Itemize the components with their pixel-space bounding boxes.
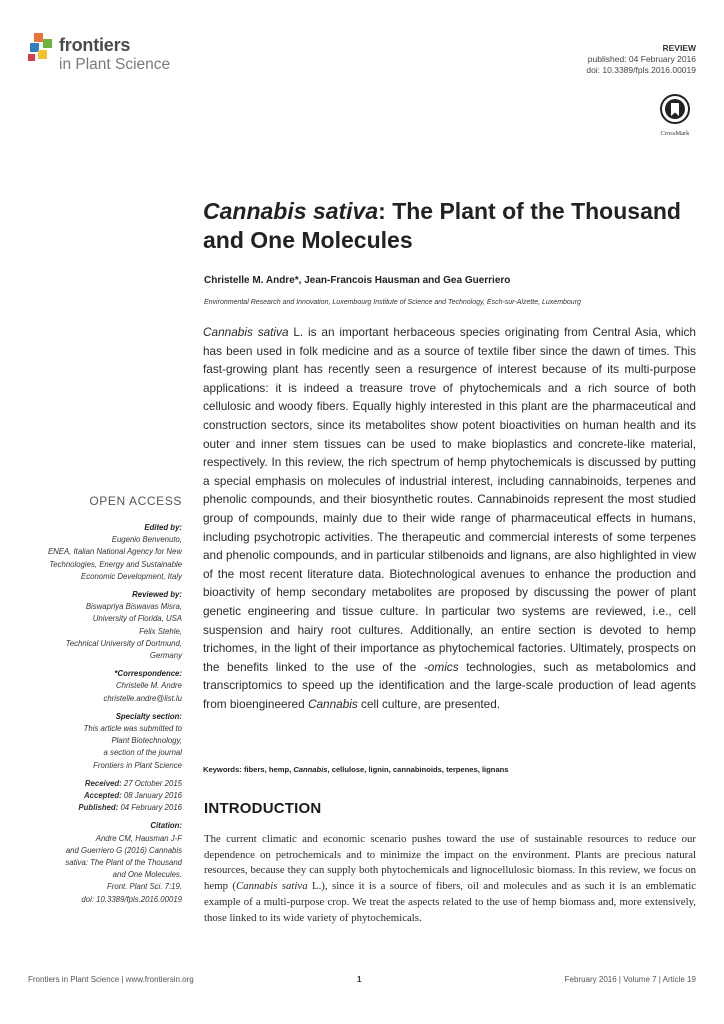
article-info-sidebar — [20, 522, 182, 912]
intro-species: Cannabis sativa — [236, 880, 308, 893]
abstract-omics: -omics — [423, 659, 459, 674]
journal-logo — [28, 33, 228, 81]
citation-doi[interactable]: doi: 10.3389/fpls.2016.00019 — [81, 894, 182, 904]
author-list: Christelle M. Andre*, Jean-Francois Hausman and Gea Guerriero — [204, 275, 511, 286]
editor-line: Technologies, Energy and Sustainable — [49, 559, 182, 569]
crossmark-badge[interactable] — [655, 94, 695, 137]
reviewer-line: Felix Stehle, — [139, 626, 182, 636]
correspondence-label: *Correspondence: — [114, 669, 182, 679]
accepted-date: 08 January 2016 — [121, 791, 182, 801]
introduction-body — [204, 832, 696, 926]
reviewer-line: University of Florida, USA — [92, 614, 182, 624]
journal-name-subtitle: in Plant Science — [59, 56, 171, 73]
keywords-genus: Cannabis — [293, 765, 328, 774]
correspondence-name: Christelle M. Andre — [115, 681, 182, 691]
title-rest: : The Plant of the Thousand and One Molecules — [203, 198, 681, 253]
abstract-genus: Cannabis — [307, 696, 358, 711]
citation-line: sativa: The Plant of the Thousand — [65, 858, 182, 868]
logo-square-orange — [34, 33, 43, 42]
logo-square-blue — [30, 43, 39, 52]
specialty-line: a section of the journal — [103, 748, 182, 758]
frontiers-logo-icon — [28, 33, 56, 63]
intro-text-2: L.), since it is a source of fibers, oil and molecules and as such it is an emblematic example of a multi-purpose crop. We treat the aspects related to the use of hemp biomass and, more extensively, those linked to its wide variety of phytochemicals. — [204, 880, 696, 924]
published-label: Published: — [78, 803, 119, 813]
abstract-paragraph — [203, 323, 696, 713]
abstract-text-3: cell culture, are presented. — [357, 696, 501, 711]
reviewer-line: Biswapriya Biswavas Misra, — [85, 602, 182, 612]
article-title — [203, 197, 703, 255]
article-type: REVIEW — [662, 43, 696, 53]
accepted-label: Accepted: — [84, 791, 122, 801]
specialty-line: This article was submitted to — [83, 724, 182, 734]
abstract-text-1: L. is an important herbaceous species originating from Central Asia, which has been used in folk medicine and as a source of textile fiber since the dawn of times. This fast-growing plant has recently seen a resurgence of interest because of its multi-purpose applications: it is indeed a treasure trove of phytochemicals and a rich source of both cellulosic and woody fibers. Equally highly interested in this plant are the pharmaceutical and construction sectors, since its metabolites show potent bioactivities on human health and its outer and inner stem tissues can be used to make bioplastics and concrete-like material, respectively. In this review, the rich spectrum of hemp phytochemicals is discussed by putting a special emphasis on molecules of industrial interest, including cannabinoids, terpenes and phenolic compounds, and their biosynthetic routes. Cannabinoids represent the most studied group of compounds, mainly due to their wide range of pharmaceutical effects in humans, including psychotropic activities. The therapeutic and commercial interests of some terpenes and phenolic compounds, and in particular stilbenoids and lignans, are also highlighted in view of the most recent literature data. Biotechnological avenues to enhance the production and bioactivity of hemp secondary metabolites are proposed by discussing the power of plant genetic engineering and tissue culture. In particular two systems are reviewed, i.e., cell suspension and hairy root cultures. Additionally, an entire section is devoted to hemp trichomes, in the light of their importance as phytochemical factories. Ultimately, prospects on the benefits linked to the use of the — [203, 325, 696, 674]
received-label: Received: — [84, 778, 122, 788]
crossmark-label: CrossMark — [660, 130, 690, 137]
abstract — [203, 323, 696, 713]
citation-label: Citation: — [150, 821, 182, 831]
citation-line: and Guerriero G (2016) Cannabis — [65, 845, 182, 855]
received-row — [20, 778, 182, 790]
keywords-label: Keywords: — [203, 765, 242, 774]
title-species: Cannabis sativa — [203, 198, 379, 224]
open-access-label: OPEN ACCESS — [89, 494, 182, 508]
published-row — [20, 802, 182, 814]
published-date: published: 04 February 2016 — [587, 54, 696, 64]
footer-issue-info: February 2016 | Volume 7 | Article 19 — [564, 975, 696, 984]
logo-square-red — [28, 54, 35, 61]
correspondence-section — [20, 668, 182, 705]
specialty-section — [20, 711, 182, 772]
specialty-line: Plant Biotechnology, — [111, 736, 182, 746]
editor-line: Economic Development, Italy — [81, 571, 182, 581]
abstract-species: Cannabis sativa — [203, 325, 289, 339]
reviewed-by-section — [20, 589, 182, 662]
journal-name-brand: frontiers — [59, 35, 131, 55]
page-number: 1 — [357, 975, 362, 984]
editor-line: ENEA, Italian National Agency for New — [47, 547, 182, 557]
citation-line: Andre CM, Hausman J-F — [95, 833, 182, 843]
editor-line: Eugenio Benvenuto, — [111, 535, 182, 545]
keywords-text-2: , cellulose, lignin, cannabinoids, terpenes, lignans — [327, 765, 509, 774]
accepted-row — [20, 790, 182, 802]
published-date-sidebar: 04 February 2016 — [118, 803, 182, 813]
article-doi[interactable]: doi: 10.3389/fpls.2016.00019 — [586, 65, 696, 75]
dates-section — [20, 778, 182, 815]
logo-square-yellow — [38, 50, 47, 59]
correspondence-email[interactable]: christelle.andre@list.lu — [103, 693, 182, 703]
specialty-line: Frontiers in Plant Science — [93, 760, 182, 770]
reviewed-by-label: Reviewed by: — [132, 590, 182, 600]
article-meta — [586, 43, 696, 76]
specialty-label: Specialty section: — [115, 711, 182, 721]
logo-square-green — [43, 39, 52, 48]
footer-journal-link[interactable]: Frontiers in Plant Science | www.frontiersin.org — [28, 975, 194, 984]
citation-section — [20, 820, 182, 905]
intro-text-1: The current climatic and economic scenario pushes toward the use of sustainable resources to reduce our dependence on petrochemicals and to minimize the impact on the environment. Plants are precious natural resources, because they can supply both phytochemicals and lignocellulosic biomass. In this review, we focus on hemp ( — [204, 833, 696, 893]
citation-line: and One Molecules. — [112, 870, 182, 880]
keywords-text-1: fibers, hemp, — [241, 765, 294, 774]
intro-paragraph — [204, 832, 696, 926]
bookmark-icon — [660, 94, 690, 124]
edited-by-label: Edited by: — [144, 523, 182, 532]
reviewer-line: Germany — [149, 651, 182, 661]
edited-by-section — [20, 522, 182, 583]
reviewer-line: Technical University of Dortmund, — [65, 638, 182, 648]
citation-line: Front. Plant Sci. 7:19. — [107, 882, 182, 892]
author-affiliation: Environmental Research and Innovation, Luxembourg Institute of Science and Technology, Esch-sur-Alzette, Luxembourg — [204, 299, 581, 306]
keywords — [203, 765, 703, 774]
abstract-text-2: technologies, such as metabolomics and transcriptomics to speed up the identification and the large-scale production of lead agents from bioengineered — [203, 659, 696, 711]
received-date: 27 October 2015 — [121, 778, 182, 788]
section-heading-introduction: INTRODUCTION — [204, 800, 322, 817]
